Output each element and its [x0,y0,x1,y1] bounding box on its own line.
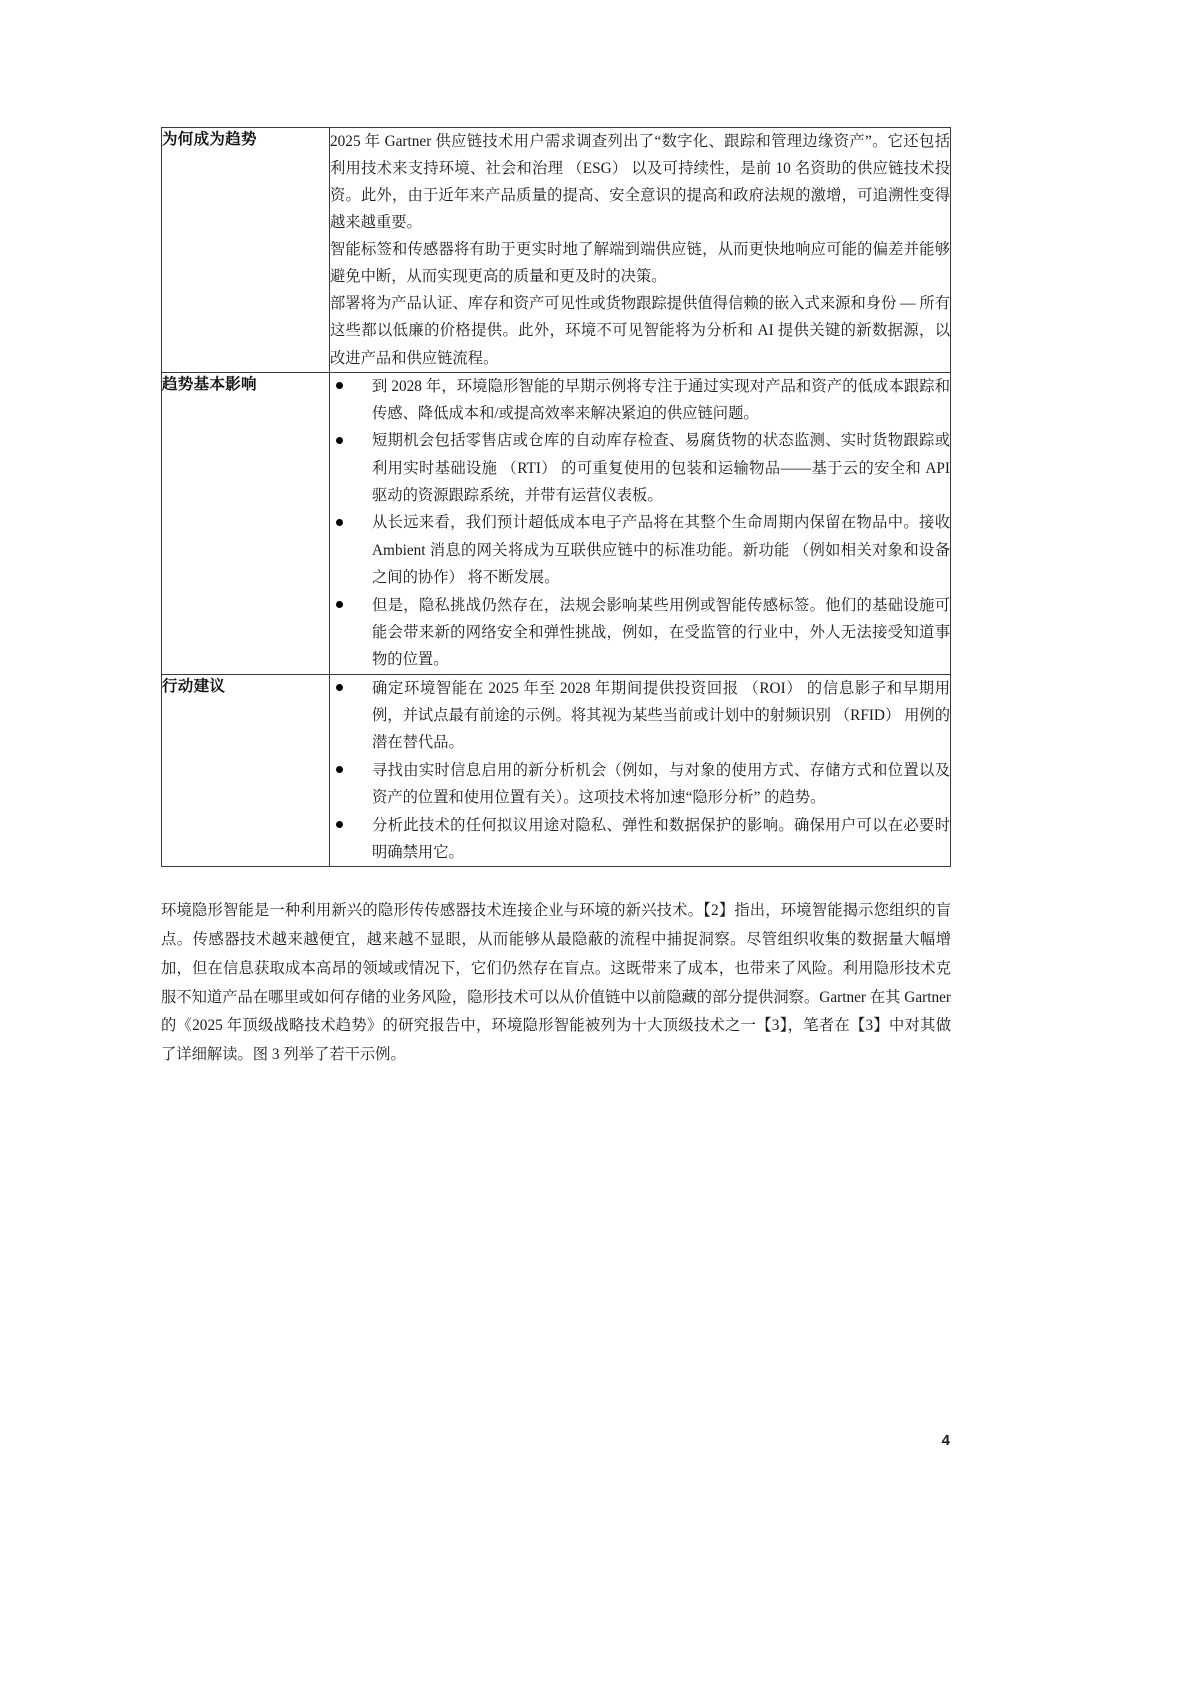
list-item [330,757,950,812]
bullet-dot-icon [336,382,343,389]
body-paragraph-block [161,897,951,1070]
row-label-why-trend: 为何成为趋势 [162,128,330,373]
bullet-dot-icon [336,684,343,691]
bullet-dot-icon [336,821,343,828]
table-row [162,674,951,867]
bullet-dot-icon [336,437,343,444]
row-content-basic-impact [330,372,951,674]
page-number: 4 [941,1432,950,1449]
page-content [161,127,951,1070]
list-item-text: 从长远来看，我们预计超低成本电子产品将在其整个生命周期内保留在物品中。接收 Ambient 消息的网关将成为互联供应链中的标准功能。新功能 （例如相关对象和设备之间的协作） 将不断发展。 [372,514,950,587]
table-row [162,128,951,373]
table-row [162,372,951,674]
bullet-dot-icon [336,766,343,773]
bullet-list [330,373,950,674]
list-item-text: 但是，隐私挑战仍然存在，法规会影响某些用例或智能传感标签。他们的基础设施可能会带来新的网络安全和弹性挑战，例如，在受监管的行业中，外人无法接受知道事物的位置。 [372,596,950,669]
bullet-list [330,675,950,867]
body-paragraph: 环境隐形智能是一种利用新兴的隐形传传感器技术连接企业与环境的新兴技术。【2】指出，环境智能揭示您组织的盲点。传感器技术越来越便宜，越来越不显眼，从而能够从最隐蔽的流程中捕捉洞察。尽管组织收集的数据量大幅增加，但在信息获取成本高昂的领域或情况下，它们仍然存在盲点。这既带来了成本，也带来了风险。利用隐形技术克服不知道产品在哪里或如何存储的业务风险，隐形技术可以从价值链中以前隐藏的部分提供洞察。Gartner 在其 Gartner 的《2025 年顶级战略技术趋势》的研究报告中，环境隐形智能被列为十大顶级技术之一【3】，笔者在【3】中对其做了详细解读。图 3 列举了若干示例。 [161,902,951,1064]
list-item [330,812,950,867]
list-item [330,509,950,591]
list-item [330,675,950,757]
list-item-text: 确定环境智能在 2025 年至 2028 年期间提供投资回报 （ROI） 的信息影子和早期用例，并试点最有前途的示例。将其视为某些当前或计划中的射频识别 （RFID） 用例的潜在替代品。 [372,679,950,752]
row-content-action-recommendations [330,674,951,867]
list-item-text: 分析此技术的任何拟议用途对隐私、弹性和数据保护的影响。确保用户可以在必要时明确禁用它。 [372,816,950,861]
bullet-dot-icon [336,519,343,526]
paragraph: 2025 年 Gartner 供应链技术用户需求调查列出了“数字化、跟踪和管理边缘资产”。它还包括利用技术来支持环境、社会和治理 （ESG） 以及可持续性，是前 10 名资助的供应链技术投资。此外，由于近年来产品质量的提高、安全意识的提高和政府法规的激增，可追溯性变得越来越重要。 [330,133,950,232]
row-label-basic-impact: 趋势基本影响 [162,372,330,674]
row-label-action-recommendations: 行动建议 [162,674,330,867]
row-content-why-trend [330,128,951,373]
list-item-text: 到 2028 年，环境隐形智能的早期示例将专注于通过实现对产品和资产的低成本跟踪和传感、降低成本和/或提高效率来解决紧迫的供应链问题。 [372,377,950,422]
list-item-text: 寻找由实时信息启用的新分析机会（例如，与对象的使用方式、存储方式和位置以及资产的位置和使用位置有关）。这项技术将加速“隐形分析” 的趋势。 [372,761,950,807]
trend-summary-table [161,127,951,867]
paragraph: 部署将为产品认证、库存和资产可见性或货物跟踪提供值得信赖的嵌入式来源和身份 — 所有这些都以低廉的价格提供。此外，环境不可见智能将为分析和 AI 提供关键的新数据源，以改进产品和供应链流程。 [330,295,950,367]
bullet-dot-icon [336,601,343,608]
list-item [330,427,950,509]
paragraph: 智能标签和传感器将有助于更实时地了解端到端供应链，从而更快地响应可能的偏差并能够避免中断，从而实现更高的质量和更及时的决策。 [330,241,950,286]
list-item [330,373,950,428]
list-item-text: 短期机会包括零售店或仓库的自动库存检查、易腐货物的状态监测、实时货物跟踪或利用实时基础设施 （RTI） 的可重复使用的包装和运输物品——基于云的安全和 API 驱动的资源跟踪系统，并带有运营仪表板。 [372,432,950,505]
list-item [330,592,950,674]
